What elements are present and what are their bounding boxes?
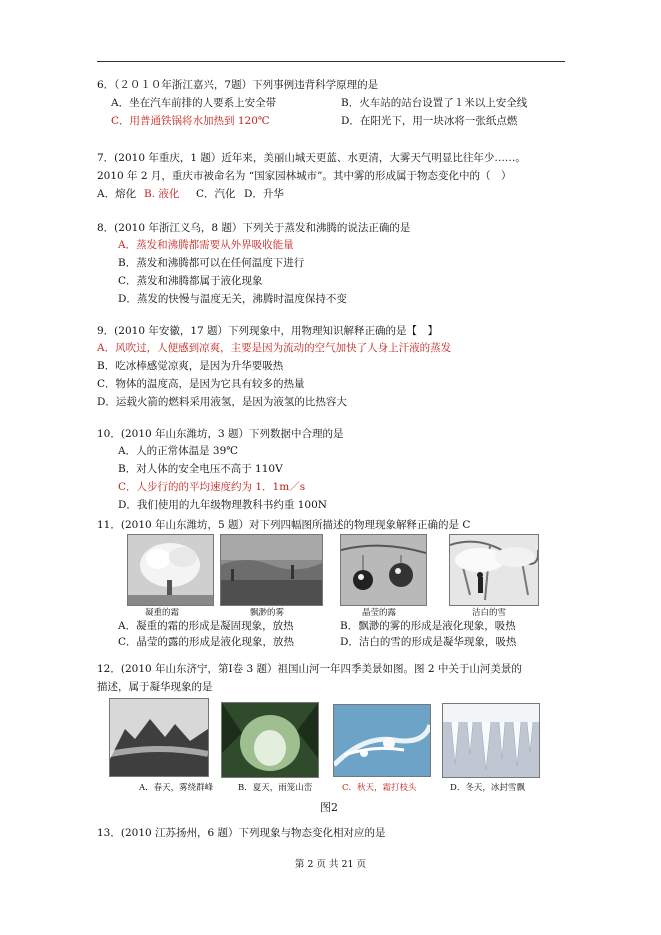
- q11-option-a: A．凝重的霜的形成是凝固现象，放热: [118, 620, 294, 632]
- q8-option-d: D．蒸发的快慢与温度无关，沸腾时温度保持不变: [118, 293, 347, 305]
- summer-rain-photo: [221, 702, 319, 778]
- q9-option-a: A．风吹过，人便感到凉爽，主要是因为流动的空气加快了人身上汗液的蒸发: [97, 342, 452, 354]
- q10-option-b: B．对人体的安全电压不高于 110V: [118, 463, 283, 475]
- q7-option-b: B. 液化: [144, 188, 180, 200]
- q12-stem-line2: 描述，属于凝华现象的是: [97, 681, 213, 693]
- dew-caption: 晶莹的露: [362, 608, 397, 618]
- winter-ice-photo: [442, 703, 540, 778]
- autumn-caption: C．秋天，霜打枝头: [342, 783, 417, 793]
- winter-caption: D．冬天，冰封雪飘: [450, 783, 525, 793]
- q11-option-d: D．洁白的雪的形成是凝华现象，吸热: [340, 636, 517, 648]
- figure-label: 图2: [320, 801, 338, 814]
- q11-option-c: C．晶莹的露的形成是液化现象，放热: [118, 636, 295, 648]
- q9-stem: 9．(2010 年安徽，17 题）下列现象中，用物理知识解释正确的是【 】: [97, 325, 439, 337]
- q10-option-a: A．人的正常体温是 39℃: [118, 445, 239, 457]
- snow-caption: 洁白的雪: [472, 608, 507, 618]
- frost-photo: [127, 534, 214, 606]
- q13-stem: 13．(2010 江苏扬州，6 题）下列现象与物态变化相对应的是: [97, 827, 386, 839]
- q9-option-b: B．吃冰棒感觉凉爽，是因为升华要吸热: [97, 360, 284, 372]
- q10-option-c: C．人步行的的平均速度约为 1．1m／s: [118, 481, 306, 493]
- q7-stem-line1: 7．(2010 年重庆，1 题）近年来，美丽山城天更蓝、水更清，大雾天气明显比往年少……。: [97, 152, 526, 164]
- fog-caption: 飘渺的雾: [250, 608, 285, 618]
- q6-option-a: A．坐在汽车前排的人要系上安全带: [111, 97, 277, 109]
- q9-option-c: C．物体的温度高，是因为它具有较多的热量: [97, 378, 305, 390]
- q12-stem-line1: 12．(2010 年山东济宁，第Ⅰ卷 3 题）祖国山河一年四季美景如图。图 2 中关于山河美景的: [97, 663, 522, 675]
- spring-caption: A．春天，雾绕群峰: [139, 783, 214, 793]
- dew-photo: [340, 534, 427, 606]
- q8-option-c: C．蒸发和沸腾都属于液化现象: [118, 275, 263, 287]
- q8-stem: 8．(2010 年浙江义乌，8 题）下列关于蒸发和沸腾的说法正确的是: [97, 222, 411, 234]
- q7-option-c: C．汽化: [196, 188, 236, 200]
- q7-stem-line2: 2010 年 2 月，重庆市被命名为 “国家园林城市”。其中雾的形成属于物态变化中的（ ）: [97, 170, 512, 182]
- snow-photo: [449, 534, 539, 606]
- q7-option-a: A．熔化: [97, 188, 137, 200]
- spring-mountain-photo: [109, 698, 209, 777]
- frost-caption: 凝重的霜: [145, 608, 180, 618]
- q8-option-b: B．蒸发和沸腾都可以在任何温度下进行: [118, 257, 305, 269]
- header-rule: [97, 61, 565, 62]
- q11-option-b: B．飘渺的雾的形成是液化现象，吸热: [340, 620, 516, 632]
- summer-caption: B．夏天，雨笼山峦: [238, 783, 313, 793]
- q10-stem: 10．(2010 年山东潍坊，3 题）下列数据中合理的是: [97, 428, 344, 440]
- q9-option-d: D．运载火箭的燃料采用液氢，是因为液氢的比热容大: [97, 396, 347, 408]
- q6-option-c: C．用普通铁锅将水加热到 120℃: [111, 115, 270, 127]
- q6-stem: 6．（２０１０年浙江嘉兴，7题）下列事例违背科学原理的是: [97, 79, 379, 91]
- q6-option-d: D．在阳光下，用一块冰将一张纸点燃: [341, 115, 518, 127]
- q11-stem: 11．(2010 年山东潍坊，5 题）对下列四幅图所描述的物理现象解释正确的是 C: [97, 519, 471, 531]
- q6-option-b: B．火车站的站台设置了１米以上安全线: [341, 97, 528, 109]
- q10-option-d: D．我们使用的九年级物理教科书约重 100N: [118, 499, 327, 511]
- q8-option-a: A．蒸发和沸腾都需要从外界吸收能量: [118, 239, 294, 251]
- page-footer: 第 2 页 共 21 页: [294, 859, 367, 870]
- q7-option-d: D．升华: [244, 188, 284, 200]
- autumn-frost-photo: [333, 704, 431, 777]
- fog-photo: [220, 534, 323, 606]
